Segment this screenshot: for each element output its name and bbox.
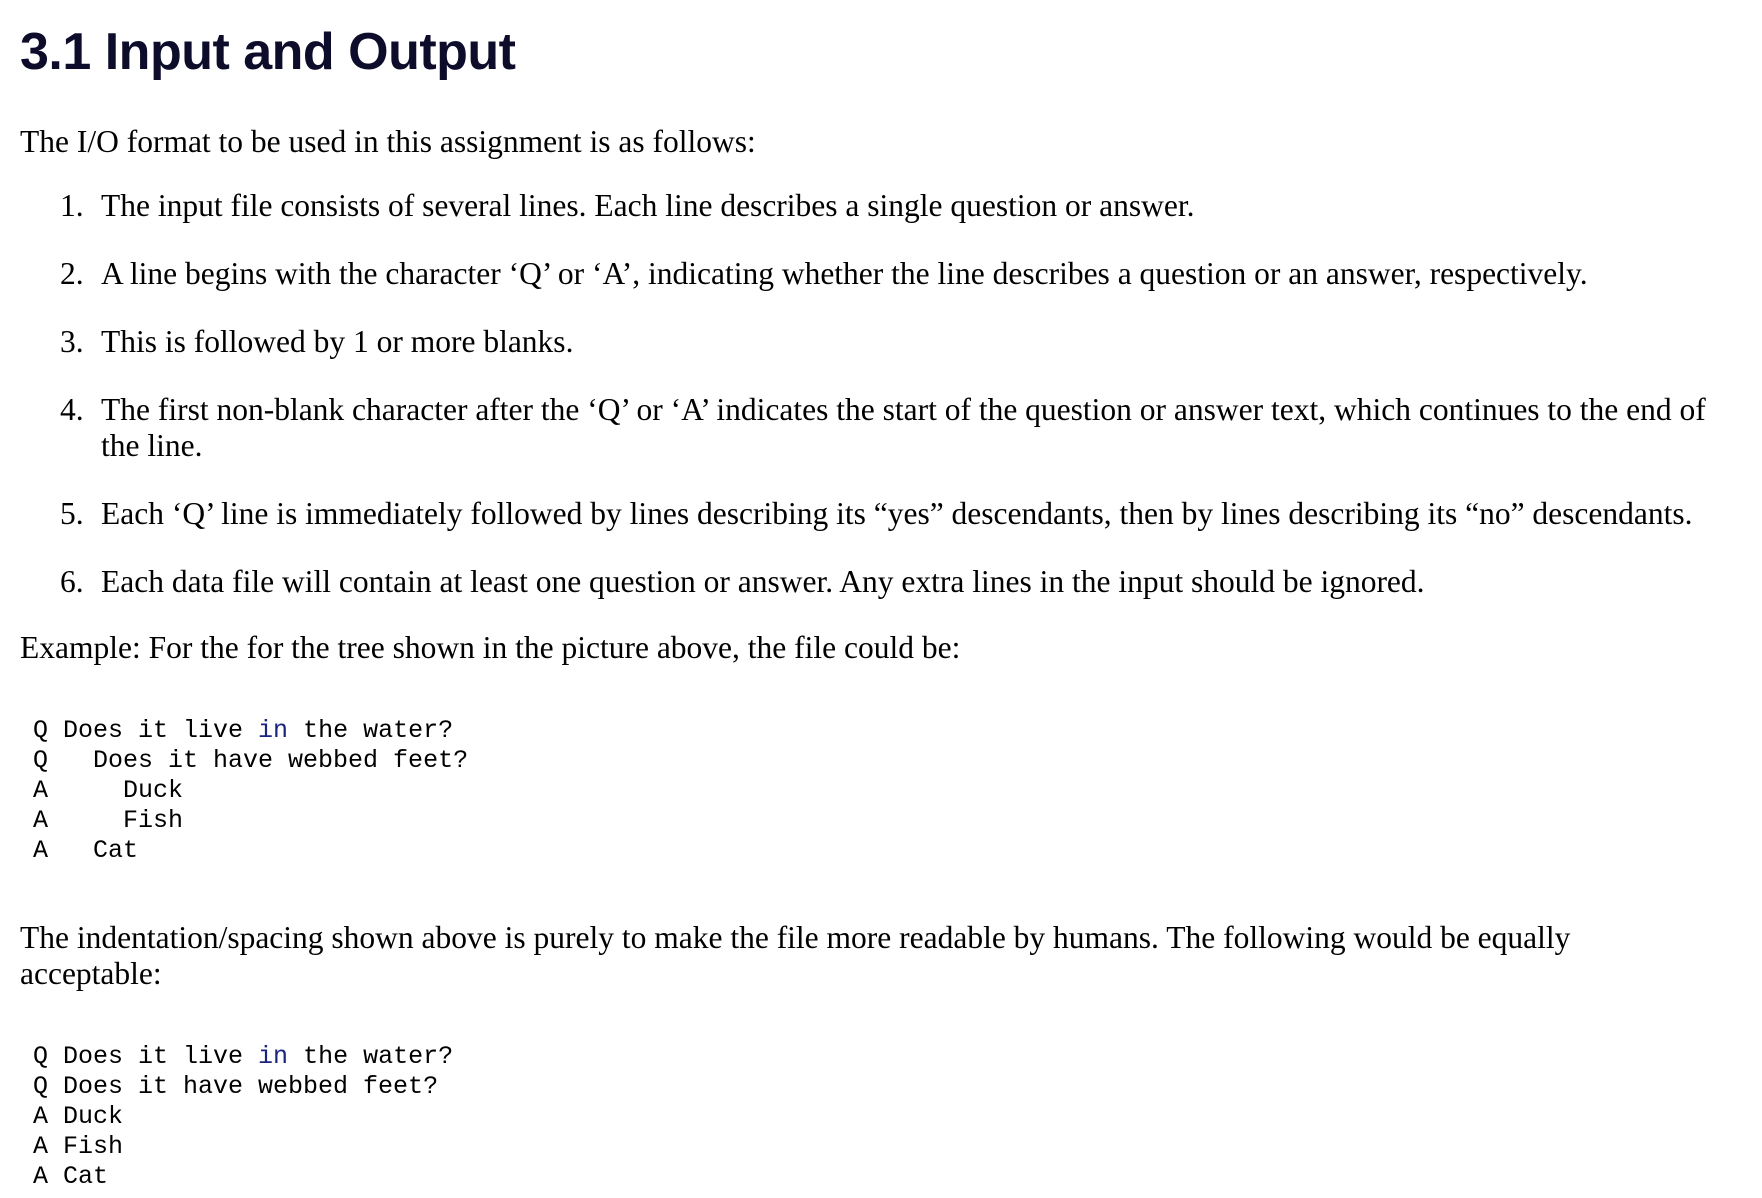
- list-item: [20, 564, 1740, 600]
- list-item-number: 6.: [60, 564, 84, 599]
- code-line: A Duck: [33, 776, 184, 805]
- list-item: [20, 496, 1740, 532]
- code-line: Q Does it live in the water?: [33, 1042, 454, 1071]
- code-line: Q Does it live in the water?: [33, 716, 454, 745]
- code-line: Q Does it have webbed feet?: [33, 1072, 439, 1101]
- list-item: [20, 392, 1740, 464]
- code-line: A Cat: [33, 836, 139, 865]
- list-item-text: This is followed by 1 or more blanks.: [101, 324, 574, 359]
- list-item-text: Each data file will contain at least one question or answer. Any extra lines in the input should be ignored.: [101, 564, 1425, 599]
- list-item-text: The first non-blank character after the ‘Q’ or ‘A’ indicates the start of the question or answer text, which continues to the end of the line.: [101, 392, 1706, 463]
- list-item-number: 1.: [60, 188, 84, 223]
- list-item-number: 3.: [60, 324, 84, 359]
- code-line: A Fish: [33, 806, 184, 835]
- intro-paragraph: The I/O format to be used in this assignment is as follows:: [20, 124, 756, 159]
- list-item: [20, 324, 1740, 360]
- document-page: [20, 0, 1740, 1192]
- example-intro: Example: For the for the tree shown in the picture above, the file could be:: [20, 630, 961, 665]
- list-item-text: The input file consists of several lines. Each line describes a single question or answer.: [101, 188, 1195, 223]
- spacing-note-paragraph: The indentation/spacing shown above is purely to make the file more readable by humans. The following would be equally acceptable:: [20, 920, 1571, 991]
- code-line: A Cat: [33, 1162, 109, 1191]
- list-item-number: 2.: [60, 256, 84, 291]
- code-block-flat: [20, 1042, 1740, 1192]
- list-item: [20, 256, 1740, 292]
- list-item-text: A line begins with the character ‘Q’ or ‘A’, indicating whether the line describes a question or an answer, respectively.: [101, 256, 1588, 291]
- code-line: Q Does it have webbed feet?: [33, 746, 469, 775]
- section-title: 3.1 Input and Output: [20, 23, 516, 81]
- list-item-number: 4.: [60, 392, 84, 427]
- code-block-indented: [20, 716, 1740, 866]
- list-item-number: 5.: [60, 496, 84, 531]
- list-item: [20, 188, 1740, 224]
- list-item-text: Each ‘Q’ line is immediately followed by lines describing its “yes” descendants, then by lines describing its “no” descendants.: [101, 496, 1693, 531]
- code-line: A Duck: [33, 1102, 124, 1131]
- code-line: A Fish: [33, 1132, 124, 1161]
- format-rules-list: [20, 188, 1740, 600]
